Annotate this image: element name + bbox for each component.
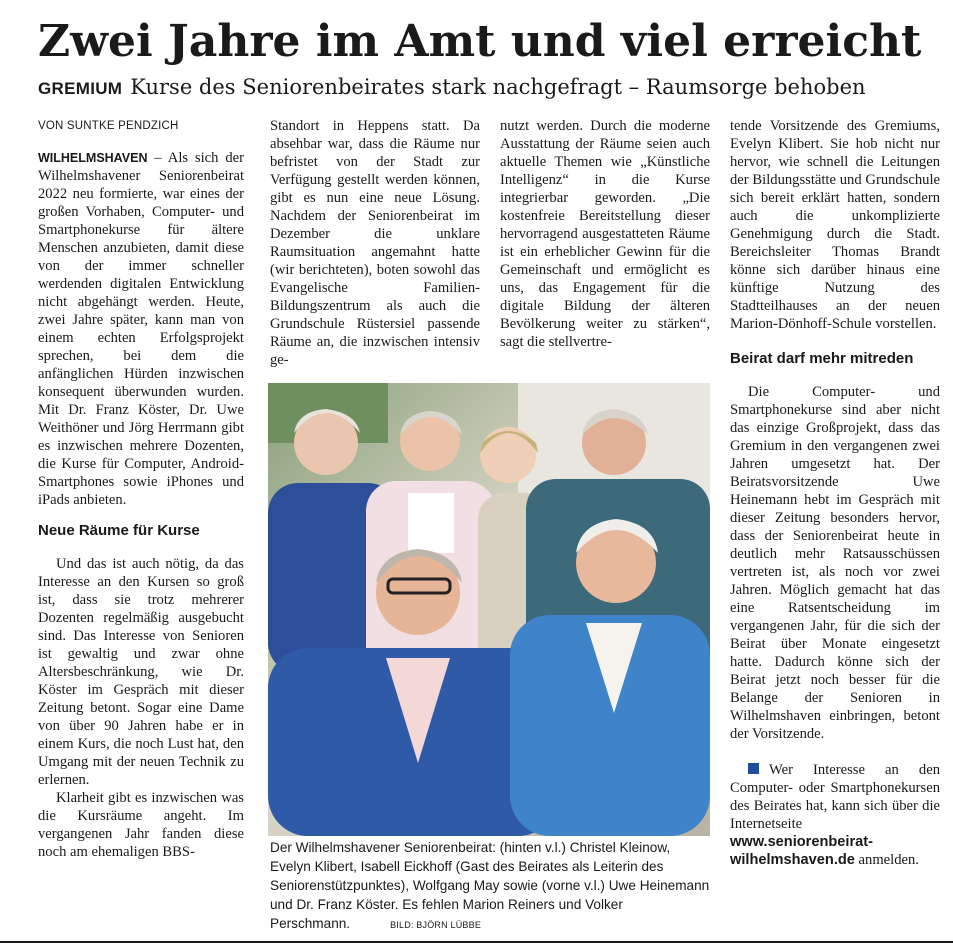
intro-text: – Als sich der Wilhelmshavener Seniorenbeirat 2022 neu formierte, war eines der großen Vorhaben, Computer- und Smartphonekurse für ältere Menschen anzubieten, damit diese von der immer schneller werdenden digitalen Entwicklung nicht abgehängt werden. Heute, zwei Jahre später, kann man von einem echten Erfolgsprojekt sprechen, bei dem die anfänglichen Hürden inzwischen konsequent überwunden wurden. Mit Dr. Franz Köster, Dr. Uwe Weithöner und Jörg Herrmann gibt es inzwischen mehrere Dozenten, die Kurse für Computer, Android-Smartphones sowie iPhones und iPads anbieten. [38,150,244,508]
website-link[interactable]: www.seniorenbeirat-wilhelmshaven.de [730,834,873,868]
headline: Zwei Jahre im Amt und viel erreicht [38,16,922,67]
intro-paragraph [38,149,244,509]
group-photo-icon [268,383,710,836]
photo-credit: BILD: BJÖRN LÜBBE [390,920,482,930]
dateline: WILHELMSHAVEN [38,151,148,165]
column-3 [500,117,710,351]
paragraph: Die Computer- und Smartphonekurse sind aber nicht das einzige Großprojekt, dass das Gremium in den vergangenen zwei Jahren umgesetzt hat. Der Beiratsvorsitzende Uwe Heinemann hebt im Gespräch mit dieser Zeitung besonders hervor, dass der Seniorenbeirat heute in deutlich mehr Ratsausschüssen vertreten ist, als noch vor zwei Jahren. Möglich gemacht hat das eine Ratsentscheidung im vergangenen Jahr, für die sich der Beirat über Monate eingesetzt hatte. Dadurch könne sich der Beirat jetzt noch besser für die Belange der Senioren in Wilhelmshaven einbringen, betont der Vorsitzende. [730,384,940,742]
column-2 [270,117,480,369]
bottom-rule [0,941,953,943]
bullet-square-icon [748,763,759,774]
byline: VON SUNTKE PENDZICH [38,120,179,132]
paragraph: tende Vorsitzende des Gremiums, Evelyn Klibert. Sie hob nicht nur hervor, wie schnell die Leitungen der Bildungsstätte und Grundschule sich bereit erklärt hatten, sondern auch die unkomplizierte Genehmigung durch die Stadt. Bereichsleiter Thomas Brandt könne sich darüber hinaus eine künftige Nutzung des Stadtteilhauses an der neuen Marion-Dönhoff-Schule vorstellen. [730,118,940,332]
paragraph: Klarheit gibt es inzwischen was die Kursräume angeht. Im vergangenen Jahr fanden diese noch am ehemaligen BBS- [38,790,244,860]
info-box [730,761,940,869]
subline [38,72,938,105]
group-photo-illustration [268,383,710,836]
caption-text: Der Wilhelmshavener Seniorenbeirat: (hinten v.l.) Christel Kleinow, Evelyn Klibert, Isabell Eickhoff (Gast des Beirates als Leiterin des Seniorenstützpunktes), Wolfgang May sowie (vorne v.l.) Uwe Heinemann und Dr. Franz Köster. Es fehlen Marion Reiners und Volker Perschmann. [270,840,710,931]
subhead-neue-raeume: Neue Räume für Kurse [38,522,200,539]
kicker: GREMIUM [38,79,123,98]
photo-caption [270,838,710,935]
paragraph: Und das ist auch nötig, da das Interesse an den Kursen so groß ist, dass sie trotz mehrerer Dozenten regelmäßig ausgebucht sind. Das Interesse von Senioren ist gewaltig und zwar ohne Altersbeschränkung, wie Dr. Köster im Gespräch mit dieser Zeitung betont. Sogar eine Dame von über 90 Jahren habe er in einem Kurs, die noch Lust hat, den Umgang mit der neuen Technik zu erlernen. [38,556,244,788]
info-end: anmelden. [854,852,919,868]
subhead-beirat: Beirat darf mehr mitreden [730,350,914,367]
paragraph: Standort in Heppens statt. Da absehbar war, dass die Räume nur befristet von der Stadt zur Verfügung gestellt werden können, gibt es nun eine neue Lösung. Nachdem der Seniorenbeirat im Dezember die unklare Raumsituation angemahnt hatte (wir berichteten), boten sowohl das Evangelische Familien-Bildungszentrum als auch die Grundschule Rüstersiel passende Räume an, die inzwischen intensiv ge- [270,118,480,368]
info-text: Wer Interesse an den Computer- oder Smartphonekursen des Beirates hat, kann sich über die Internetseite [730,762,940,832]
deck: Kurse des Seniorenbeirates stark nachgefragt – Raumsorge behoben [130,75,866,99]
column-4 [730,117,940,869]
paragraph: nutzt werden. Durch die moderne Ausstattung der Räume seien auch aktuelle Themen wie „Künstliche Intelligenz“ in die Kurse integrierbar geworden. „Die kostenfreie Bereitstellung dieser hervorragend ausgestatteten Räume ist ein erheblicher Gewinn für die Gemeinschaft und ermöglicht es uns, das Engagement für die digitale Bildung der älteren Bevölkerung weiter zu stärken“, sagt die stellvertre- [500,118,710,350]
column-1 [38,117,244,861]
